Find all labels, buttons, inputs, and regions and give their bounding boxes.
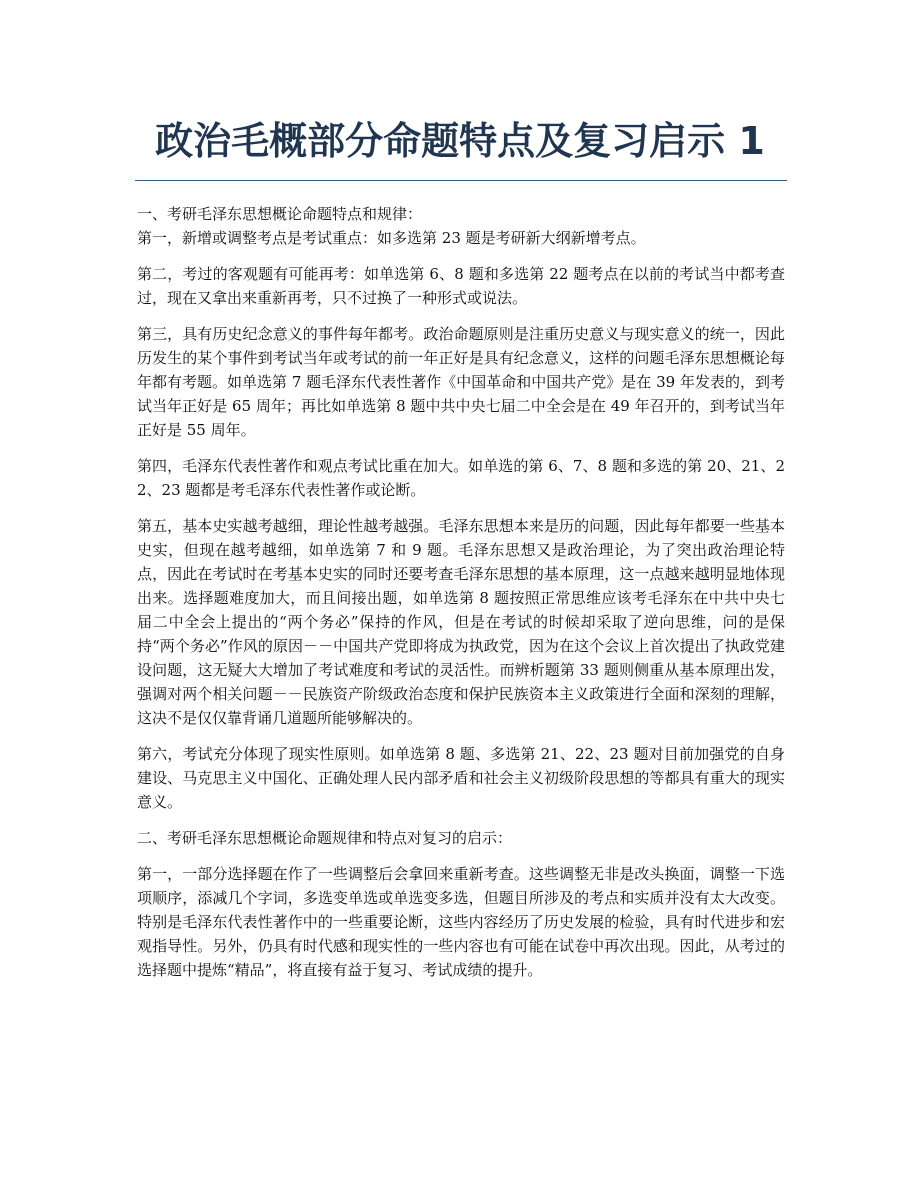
title-divider — [135, 180, 787, 181]
paragraph: 第二，考过的客观题有可能再考：如单选第 6、8 题和多选第 22 题考点在以前的考试当中都考查过，现在又拿出来重新再考，只不过换了一种形式或说法。 — [137, 265, 785, 307]
paragraph: 第一，新增或调整考点是考试重点：如多选第 23 题是考研新大纲新增考点。 — [137, 229, 646, 247]
page-title: 政治毛概部分命题特点及复习启示 1 — [155, 119, 765, 163]
paragraph: 第三，具有历史纪念意义的事件每年都考。政治命题原则是注重历史意义与现实意义的统一，因此历发生的某个事件到考试当年或考试的前一年正好是具有纪念意义，这样的问题毛泽东思想概论每年都有考题。如单选第 7 题毛泽东代表性著作《中国革命和中国共产党》是在 39 年发表的，到考试当年正好是 65 周年；再比如单选第 8 题中共中央七届二中全会是在 49 年召开的，到考试当年正好是 55 周年。 — [137, 325, 785, 439]
paragraph: 第六，考试充分体现了现实性原则。如单选第 8 题、多选第 21、22、23 题对目前加强党的自身建设、马克思主义中国化、正确处理人民内部矛盾和社会主义初级阶段思想的等都具有重大的现实意义。 — [137, 745, 785, 811]
section-heading-1: 一、考研毛泽东思想概论命题特点和规律： — [137, 205, 423, 223]
paragraph: 第四，毛泽东代表性著作和观点考试比重在加大。如单选的第 6、7、8 题和多选的第 20、21、22、23 题都是考毛泽东代表性著作或论断。 — [137, 457, 785, 499]
document-body — [137, 202, 785, 994]
paragraph: 第一，一部分选择题在作了一些调整后会拿回来重新考查。这些调整无非是改头换面，调整一下选项顺序，添减几个字词，多选变单选或单选变多选，但题目所涉及的考点和实质并没有太大改变。特别是毛泽东代表性著作中的一些重要论断，这些内容经历了历史发展的检验，具有时代进步和宏观指导性。另外，仍具有时代感和现实性的一些内容也有可能在试卷中再次出现。因此，从考过的选择题中提炼“精品”，将直接有益于复习、考试成绩的提升。 — [137, 865, 785, 979]
paragraph: 第五，基本史实越考越细，理论性越考越强。毛泽东思想本来是历的问题，因此每年都要一些基本史实，但现在越考越细，如单选第 7 和 9 题。毛泽东思想又是政治理论，为了突出政治理论特点，因此在考试时在考基本史实的同时还要考查毛泽东思想的基本原理，这一点越来越明显地体现出来。选择题难度加大，而且间接出题，如单选第 8 题按照正常思维应该考毛泽东在中共中央七届二中全会上提出的“两个务必”保持的作风，但是在考试的时候却采取了逆向思维，问的是保持“两个务必”作风的原因－－中国共产党即将成为执政党，因为在这个会议上首次提出了执政党建设问题，这无疑大大增加了考试难度和考试的灵活性。而辨析题第 33 题则侧重从基本原理出发，强调对两个相关问题－－民族资产阶级政治态度和保护民族资本主义政策进行全面和深刻的理解，这决不是仅仅靠背诵几道题所能够解决的。 — [137, 517, 785, 727]
section-heading-2: 二、考研毛泽东思想概论命题规律和特点对复习的启示： — [137, 829, 513, 847]
